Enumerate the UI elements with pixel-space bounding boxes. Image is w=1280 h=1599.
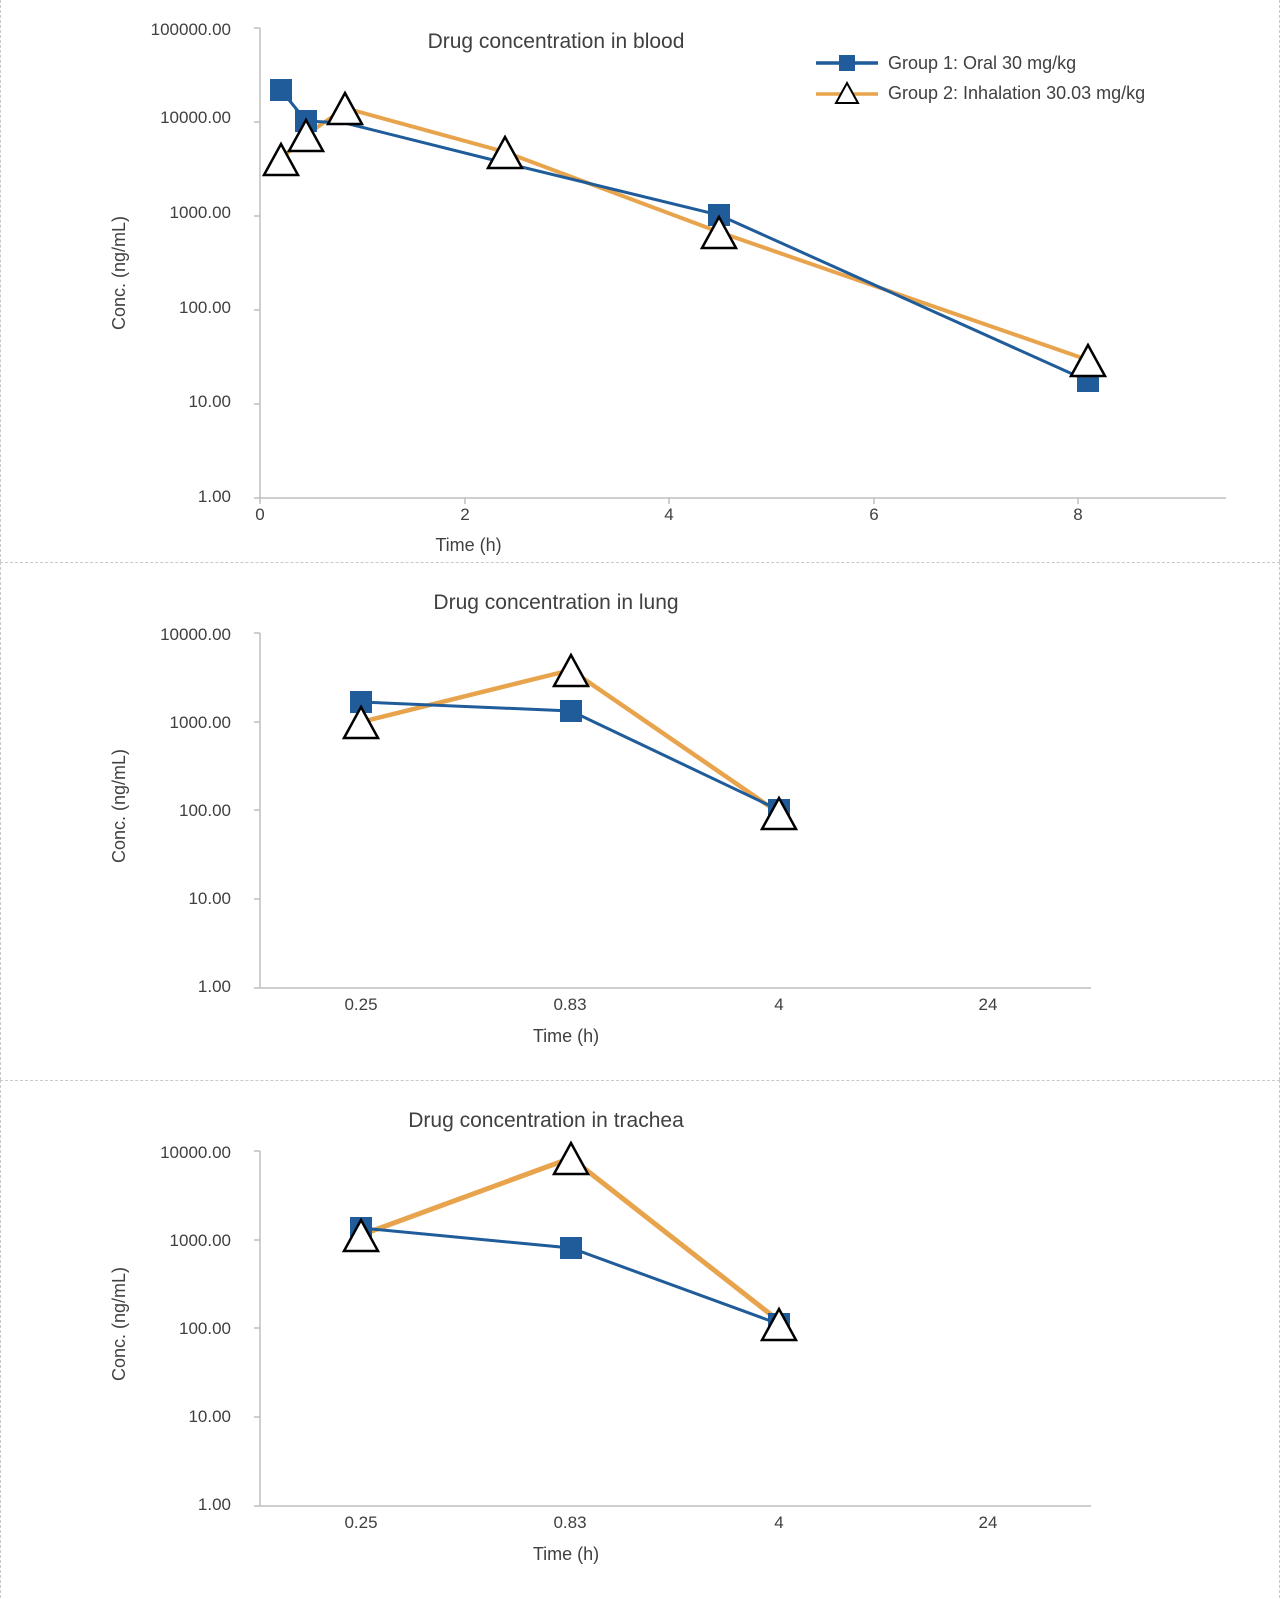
xtick-blood-0: 0 (255, 505, 265, 524)
chart-title-blood: Drug concentration in blood (427, 30, 685, 53)
ytick-trachea-3: 1000.00 (169, 1231, 231, 1250)
yaxis-label-lung: Conc. (ng/mL) (109, 748, 129, 863)
chart-panel-blood (0, 0, 1280, 562)
ytick-lung-2: 100.00 (179, 801, 231, 820)
yaxis-label-trachea: Conc. (ng/mL) (109, 1266, 129, 1381)
ytick-trachea-1: 10.00 (188, 1407, 231, 1426)
ytick-lung-3: 1000.00 (169, 713, 231, 732)
xtick-trachea-2: 4 (774, 1513, 784, 1532)
plot-area-blood (1, 0, 1280, 562)
xtick-trachea-0: 0.25 (344, 1513, 378, 1532)
ytick-lung-4: 10000.00 (160, 625, 231, 644)
plot-area-trachea (1, 1081, 1280, 1599)
xtick-blood-2: 4 (664, 505, 674, 524)
ytick-trachea-2: 100.00 (179, 1319, 231, 1338)
legend-label-group1: Group 1: Oral 30 mg/kg (888, 52, 1077, 73)
ytick-blood-1: 10.00 (188, 392, 231, 411)
xaxis-label-lung: Time (h) (532, 1026, 600, 1046)
ytick-blood-4: 10000.00 (160, 108, 231, 127)
xtick-blood-3: 6 (869, 505, 879, 524)
xtick-lung-0: 0.25 (344, 995, 378, 1014)
legend-label-group2: Group 2: Inhalation 30.03 mg/kg (888, 82, 1146, 103)
chart-title-lung: Drug concentration in lung (433, 591, 679, 614)
xtick-lung-3: 24 (978, 995, 998, 1014)
chart-panel-lung (0, 562, 1280, 1080)
yaxis-label-blood: Conc. (ng/mL) (109, 215, 129, 330)
chart-panel-trachea (0, 1080, 1280, 1598)
chart-title-trachea: Drug concentration in trachea (408, 1109, 684, 1132)
ytick-lung-0: 1.00 (197, 977, 231, 996)
xtick-blood-1: 2 (460, 505, 470, 524)
ytick-blood-5: 100000.00 (150, 20, 231, 39)
xaxis-label-blood: Time (h) (435, 535, 502, 555)
ytick-blood-3: 1000.00 (169, 203, 231, 222)
ytick-lung-1: 10.00 (188, 889, 231, 908)
xtick-trachea-3: 24 (978, 1513, 998, 1532)
ytick-trachea-4: 10000.00 (160, 1143, 231, 1162)
ytick-trachea-0: 1.00 (197, 1495, 231, 1514)
ytick-blood-0: 1.00 (197, 487, 231, 506)
xtick-lung-2: 4 (774, 995, 784, 1014)
xtick-blood-4: 8 (1073, 505, 1083, 524)
xtick-lung-1: 0.83 (553, 995, 587, 1014)
plot-area-lung (1, 563, 1280, 1081)
xtick-trachea-1: 0.83 (553, 1513, 587, 1532)
xaxis-label-trachea: Time (h) (532, 1544, 600, 1564)
ytick-blood-2: 100.00 (179, 298, 231, 317)
